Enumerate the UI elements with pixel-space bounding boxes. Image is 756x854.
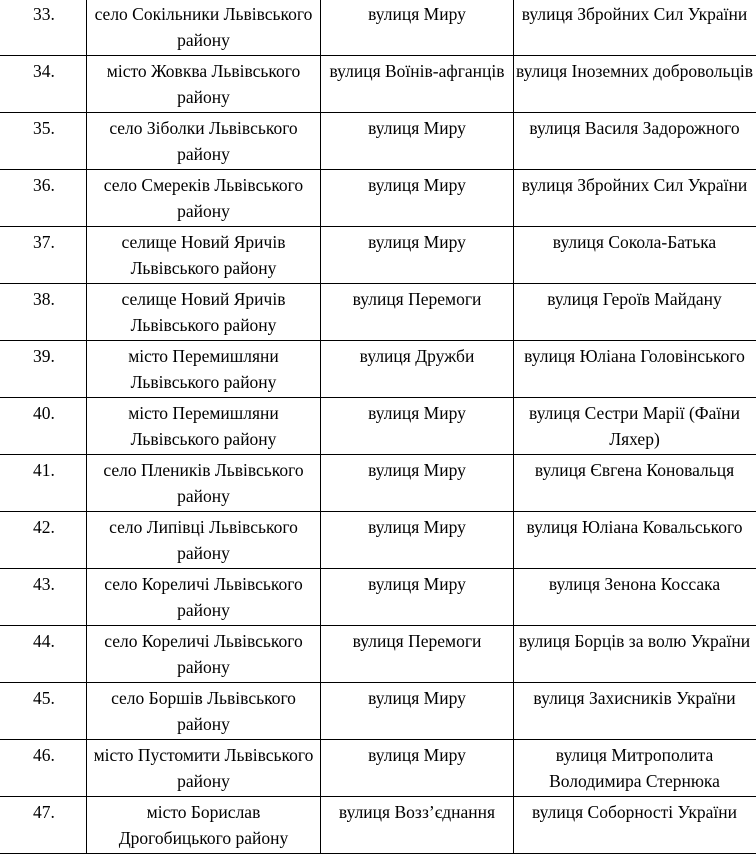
- old-street-name-cell: вулиця Миру: [321, 227, 514, 284]
- settlement-cell: село Смереків Львівського району: [87, 170, 321, 227]
- new-street-name-cell: [514, 341, 756, 398]
- row-number: 34.: [0, 56, 87, 113]
- old-street-name-cell: вулиця Миру: [321, 455, 514, 512]
- table-row: [0, 341, 756, 398]
- old-street-name-cell: вулиця Миру: [321, 398, 514, 455]
- table-row: [0, 569, 756, 626]
- row-number: 35.: [0, 113, 87, 170]
- old-street-name-cell: вулиця Перемоги: [321, 284, 514, 341]
- old-street-name-cell: вулиця Миру: [321, 113, 514, 170]
- settlement-cell: місто Пустомити Львівського району: [87, 740, 321, 797]
- new-street-name-text: вулиця Євгена Коновальця: [516, 457, 753, 483]
- settlement-cell: село Сокільники Львівського району: [87, 0, 321, 56]
- new-street-name-cell: [514, 740, 756, 797]
- new-street-name-text: вулиця Сокола-Батька: [516, 229, 753, 255]
- new-street-name-cell: [514, 797, 756, 854]
- new-street-name-text: вулиця Митрополита Володимира Стернюка: [516, 742, 753, 794]
- new-street-name-cell: [514, 113, 756, 170]
- old-street-name-cell: вулиця Возз’єднання: [321, 797, 514, 854]
- settlement-cell: село Кореличі Львівського району: [87, 569, 321, 626]
- new-street-name-text: вулиця Борців за волю України: [516, 628, 753, 654]
- new-street-name-cell: [514, 626, 756, 683]
- new-street-name-text: вулиця Сестри Марії (Фаїни Ляхер): [516, 400, 753, 452]
- table-row: [0, 512, 756, 569]
- table-row: [0, 170, 756, 227]
- new-street-name-cell: [514, 512, 756, 569]
- row-number: 42.: [0, 512, 87, 569]
- new-street-name-text: вулиця Збройних Сил України: [516, 172, 753, 198]
- table-row: [0, 0, 756, 56]
- row-number: 44.: [0, 626, 87, 683]
- settlement-cell: місто Жовква Львівського району: [87, 56, 321, 113]
- row-number: 46.: [0, 740, 87, 797]
- new-street-name-cell: [514, 170, 756, 227]
- old-street-name-cell: вулиця Дружби: [321, 341, 514, 398]
- table-row: [0, 56, 756, 113]
- settlement-cell: місто Перемишляни Львівського району: [87, 341, 321, 398]
- table-row: [0, 626, 756, 683]
- row-number: 33.: [0, 0, 87, 56]
- new-street-name-text: вулиця Василя Задорожного: [516, 115, 753, 141]
- old-street-name-cell: вулиця Воїнів-афганців: [321, 56, 514, 113]
- row-number: 38.: [0, 284, 87, 341]
- table-row: [0, 797, 756, 854]
- row-number: 40.: [0, 398, 87, 455]
- old-street-name-cell: вулиця Миру: [321, 683, 514, 740]
- old-street-name-cell: вулиця Миру: [321, 0, 514, 56]
- settlement-cell: село Плеників Львівського району: [87, 455, 321, 512]
- settlement-cell: село Зіболки Львівського району: [87, 113, 321, 170]
- settlement-cell: селище Новий Яричів Львівського району: [87, 284, 321, 341]
- new-street-name-text: вулиця Захисників України: [516, 685, 753, 711]
- new-street-name-cell: [514, 56, 756, 113]
- new-street-name-text: вулиця Юліана Головінського: [516, 343, 753, 369]
- new-street-name-text: вулиця Юліана Ковальського: [516, 514, 753, 540]
- new-street-name-text: вулиця Збройних Сил України: [516, 1, 753, 27]
- table-row: [0, 398, 756, 455]
- settlement-cell: село Боршів Львівського району: [87, 683, 321, 740]
- old-street-name-cell: вулиця Миру: [321, 569, 514, 626]
- table-row: [0, 227, 756, 284]
- table-row: [0, 284, 756, 341]
- new-street-name-cell: [514, 455, 756, 512]
- new-street-name-cell: [514, 0, 756, 56]
- old-street-name-cell: вулиця Миру: [321, 512, 514, 569]
- settlement-cell: селище Новий Яричів Львівського району: [87, 227, 321, 284]
- settlement-cell: місто Борислав Дрогобицького району: [87, 797, 321, 854]
- row-number: 43.: [0, 569, 87, 626]
- row-number: 41.: [0, 455, 87, 512]
- table-row: [0, 740, 756, 797]
- row-number: 39.: [0, 341, 87, 398]
- row-number: 47.: [0, 797, 87, 854]
- table-row: [0, 455, 756, 512]
- new-street-name-text: вулиця Героїв Майдану: [516, 286, 753, 312]
- old-street-name-cell: вулиця Перемоги: [321, 626, 514, 683]
- new-street-name-cell: [514, 398, 756, 455]
- old-street-name-cell: вулиця Миру: [321, 170, 514, 227]
- new-street-name-text: вулиця Іноземних добровольців: [516, 58, 753, 84]
- settlement-cell: місто Перемишляни Львівського району: [87, 398, 321, 455]
- new-street-name-text: вулиця Зенона Коссака: [516, 571, 753, 597]
- new-street-name-cell: [514, 227, 756, 284]
- new-street-name-cell: [514, 284, 756, 341]
- table-row: [0, 683, 756, 740]
- new-street-name-cell: [514, 683, 756, 740]
- new-street-name-cell: [514, 569, 756, 626]
- settlement-cell: село Липівці Львівського району: [87, 512, 321, 569]
- row-number: 37.: [0, 227, 87, 284]
- row-number: 45.: [0, 683, 87, 740]
- table-row: [0, 113, 756, 170]
- new-street-name-text: вулиця Соборності України: [516, 799, 753, 825]
- settlement-cell: село Кореличі Львівського району: [87, 626, 321, 683]
- row-number: 36.: [0, 170, 87, 227]
- old-street-name-cell: вулиця Миру: [321, 740, 514, 797]
